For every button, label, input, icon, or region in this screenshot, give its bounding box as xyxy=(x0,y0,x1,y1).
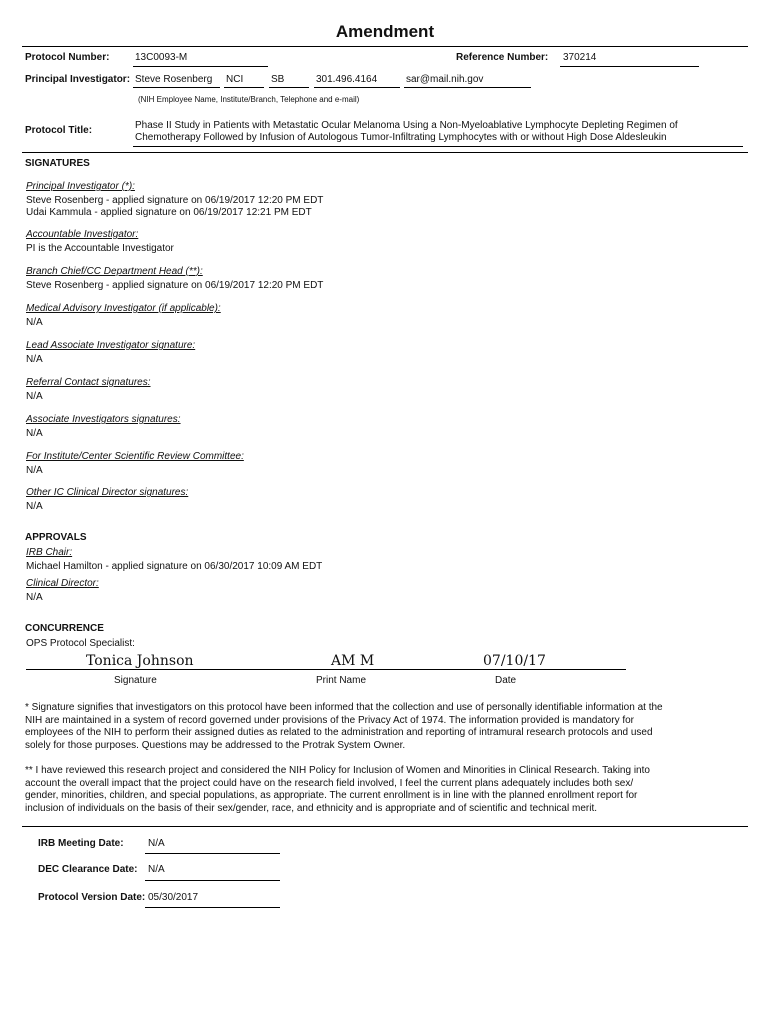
page-title: Amendment xyxy=(335,22,435,41)
pi-phone-underline xyxy=(314,87,400,88)
dec-clearance-value: N/A xyxy=(148,864,165,875)
protocol-version-label: Protocol Version Date: xyxy=(38,892,146,903)
referral-role: Referral Contact signatures: xyxy=(26,377,151,388)
reference-number-underline xyxy=(560,66,699,67)
pi-signature-line: Steve Rosenberg - applied signature on 06/19/2017 12:20 PM EDT xyxy=(26,195,324,206)
irb-meeting-label: IRB Meeting Date: xyxy=(38,838,124,849)
approvals-heading: APPROVALS xyxy=(25,532,87,543)
associate-value: N/A xyxy=(26,428,43,439)
pi-signature-line: Udai Kammula - applied signature on 06/19/2017 12:21 PM EDT xyxy=(26,207,312,218)
other-ic-role: Other IC Clinical Director signatures: xyxy=(26,487,189,498)
protocol-title-underline xyxy=(133,146,743,147)
pi-name-underline xyxy=(133,87,220,88)
print-name-caption: Print Name xyxy=(316,675,367,686)
clinical-director-value: N/A xyxy=(26,592,43,603)
protocol-title-label: Protocol Title: xyxy=(25,125,93,136)
protocol-number-underline xyxy=(133,66,268,67)
date-caption: Date xyxy=(495,675,517,686)
protocol-title-line2: Chemotherapy Followed by Infusion of Autologous Tumor-Infiltrating Lymphocytes with or without High Dose Aldesleukin xyxy=(135,132,667,143)
signature-handwriting: Tonica Johnson xyxy=(86,653,194,669)
accountable-role: Accountable Investigator: xyxy=(26,229,139,240)
ops-specialist-label: OPS Protocol Specialist: xyxy=(26,638,135,649)
pi-branch-underline xyxy=(269,87,309,88)
reference-number-label: Reference Number: xyxy=(456,52,549,63)
irb-chair-value: Michael Hamilton - applied signature on 06/30/2017 10:09 AM EDT xyxy=(26,561,323,572)
accountable-value: PI is the Accountable Investigator xyxy=(26,243,174,254)
associate-role: Associate Investigators signatures: xyxy=(26,414,181,425)
pi-institute-underline xyxy=(224,87,264,88)
pi-label: Principal Investigator: xyxy=(25,74,131,85)
signatures-heading: SIGNATURES xyxy=(25,158,90,169)
date-handwriting: 07/10/17 xyxy=(483,653,546,669)
dec-clearance-label: DEC Clearance Date: xyxy=(38,864,138,875)
medical-advisory-value: N/A xyxy=(26,317,43,328)
pi-role: Principal Investigator (*): xyxy=(26,181,135,192)
concurrence-signature-line xyxy=(26,669,626,670)
pi-name: Steve Rosenberg xyxy=(135,74,213,85)
footer-rule xyxy=(22,826,748,827)
branch-chief-value: Steve Rosenberg - applied signature on 06/19/2017 12:20 PM EDT xyxy=(26,280,324,291)
referral-value: N/A xyxy=(26,391,43,402)
clinical-director-role: Clinical Director: xyxy=(26,578,99,589)
pi-institute: NCI xyxy=(226,74,244,85)
protocol-version-underline xyxy=(145,907,280,908)
concurrence-heading: CONCURRENCE xyxy=(25,623,104,634)
reference-number-value: 370214 xyxy=(563,52,597,63)
protocol-number-label: Protocol Number: xyxy=(25,52,110,63)
irb-meeting-underline xyxy=(145,853,280,854)
pi-hint: (NIH Employee Name, Institute/Branch, Telephone and e-mail) xyxy=(138,95,360,104)
review-committee-role: For Institute/Center Scientific Review Committee: xyxy=(26,451,244,462)
privacy-note: * Signature signifies that investigators on this protocol have been informed that the collection and use of personally identifiable information at the NIH are maintained in a system of record governed under provisions of the Privacy Act of 1974. The information provided is mandatory for employees of the NIH to perform their assigned duties as related to the administration and reporting of intramural research protocols and used solely for those purposes. Questions may be addressed to the Protrak System Owner. xyxy=(25,702,663,751)
signature-caption: Signature xyxy=(114,675,157,686)
other-ic-value: N/A xyxy=(26,501,43,512)
irb-meeting-value: N/A xyxy=(148,838,165,849)
medical-advisory-role: Medical Advisory Investigator (if applicable): xyxy=(26,303,221,314)
pi-branch: SB xyxy=(271,74,285,85)
pi-phone: 301.496.4164 xyxy=(316,74,378,85)
title-rule xyxy=(22,46,748,47)
irb-chair-role: IRB Chair: xyxy=(26,547,73,558)
print-name-handwriting: AM M xyxy=(331,653,375,669)
pi-email-underline xyxy=(404,87,531,88)
dec-clearance-underline xyxy=(145,880,280,881)
lead-associate-value: N/A xyxy=(26,354,43,365)
branch-chief-role: Branch Chief/CC Department Head (**): xyxy=(26,266,203,277)
protocol-title-line1: Phase II Study in Patients with Metastatic Ocular Melanoma Using a Non-Myeloablative Lymphocyte Depleting Regimen of xyxy=(135,120,678,131)
pi-email: sar@mail.nih.gov xyxy=(406,74,484,85)
review-committee-value: N/A xyxy=(26,465,43,476)
protocol-number-value: 13C0093-M xyxy=(135,52,188,63)
lead-associate-role: Lead Associate Investigator signature: xyxy=(26,340,196,351)
inclusion-note: ** I have reviewed this research project and considered the NIH Policy for Inclusion of Women and Minorities in Clinical Research. Taking into account the overall impact that the project could have on the research field involved, I feel the current plans adequately includes both sex/ gender, minorities, children, and special populations, as appropriate. The current enrollment is in line with the planned enrollment report for inclusion of individuals on the basis of their sex/gender, race, and ethnicity and is appropriate and of scientific and technical merit. xyxy=(25,765,650,814)
protocol-version-value: 05/30/2017 xyxy=(148,892,199,903)
signatures-rule xyxy=(22,152,748,153)
